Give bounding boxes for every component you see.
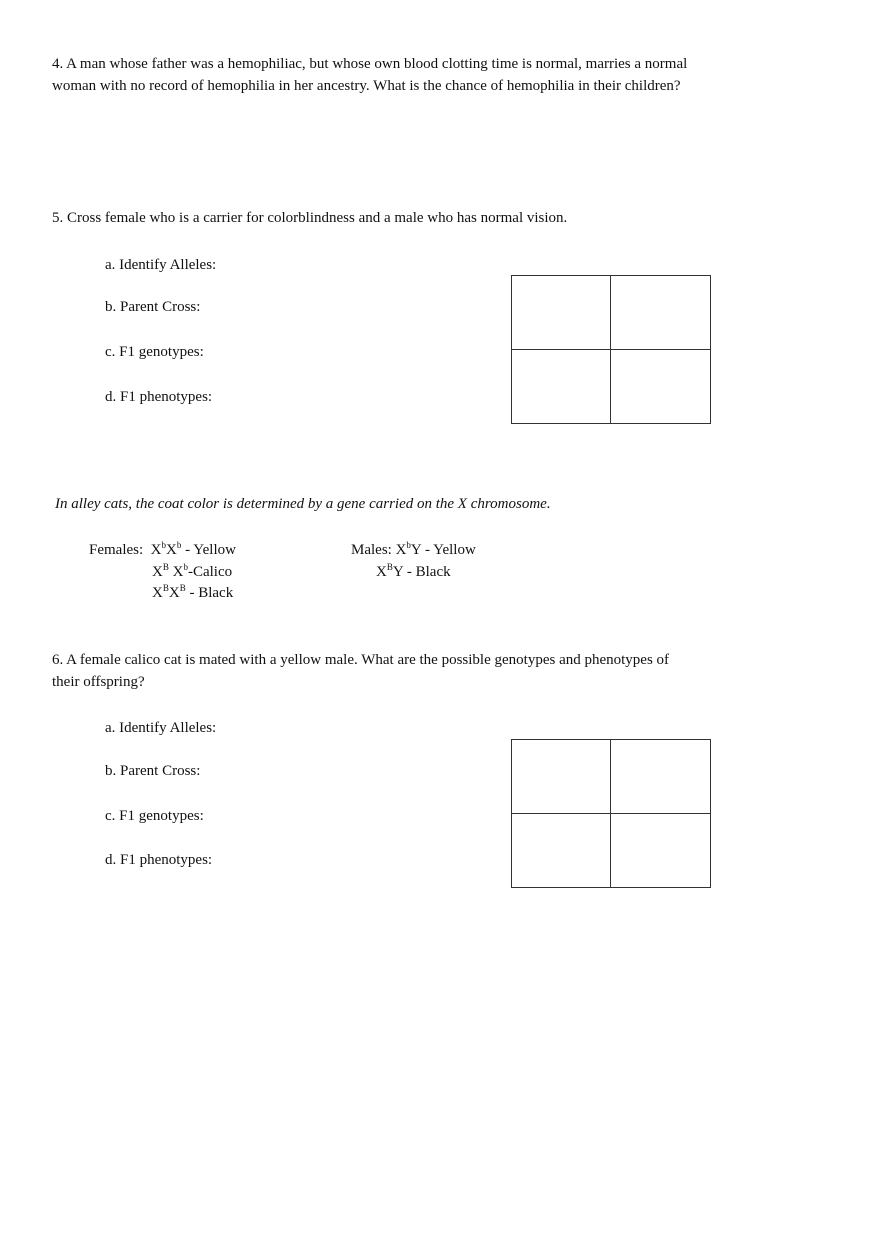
punnett-cell: [512, 740, 611, 814]
question-6: [52, 649, 752, 693]
males-label: Males:: [351, 542, 396, 558]
q5-f1-phenotypes: d. F1 phenotypes:: [105, 389, 213, 405]
punnett-cell: [512, 814, 611, 888]
punnett-cell: [611, 740, 710, 814]
female-genotype-yellow: Females: $X^bX^b$ - Yellow: [89, 540, 236, 558]
punnett-cell: [512, 350, 611, 424]
male-genotype-black: $X^BY$ - Black: [376, 562, 451, 580]
punnett-cell: [611, 350, 710, 424]
q6-identify-alleles: a. Identify Alleles:: [105, 720, 217, 736]
question-6-line-2: their offspring?: [52, 674, 145, 690]
q5-identify-alleles: a. Identify Alleles:: [105, 257, 217, 273]
female-genotype-calico: $X^B$ $X^b$-Calico: [152, 562, 233, 580]
q6-f1-genotypes: c. F1 genotypes:: [105, 808, 204, 824]
male-genotype-yellow: Males: $X^bY$ - Yellow: [351, 540, 476, 558]
q5-parent-cross: b. Parent Cross:: [105, 299, 201, 315]
question-4-line-2: woman with no record of hemophilia in her ancestry. What is the chance of hemophilia in their children?: [52, 78, 681, 94]
question-6-line-1: 6. A female calico cat is mated with a yellow male. What are the possible genotypes and phenotypes of: [52, 652, 670, 668]
q5-punnett-square: [511, 275, 711, 424]
punnett-cell: [512, 276, 611, 350]
question-4: [52, 53, 752, 97]
q6-parent-cross: b. Parent Cross:: [105, 763, 201, 779]
q5-f1-genotypes: c. F1 genotypes:: [105, 344, 204, 360]
question-5-prompt: 5. Cross female who is a carrier for colorblindness and a male who has normal vision.: [52, 210, 568, 226]
q6-f1-phenotypes: d. F1 phenotypes:: [105, 852, 213, 868]
females-label: Females:: [89, 542, 144, 558]
punnett-cell: [611, 276, 710, 350]
cat-coat-intro: In alley cats, the coat color is determined by a gene carried on the X chromosome.: [55, 496, 551, 512]
punnett-cell: [611, 814, 710, 888]
question-4-line-1: 4. A man whose father was a hemophiliac, but whose own blood clotting time is normal, marries a normal: [52, 56, 688, 72]
q6-punnett-square: [511, 739, 711, 888]
female-genotype-black: $X^BX^B$ - Black: [152, 583, 234, 601]
